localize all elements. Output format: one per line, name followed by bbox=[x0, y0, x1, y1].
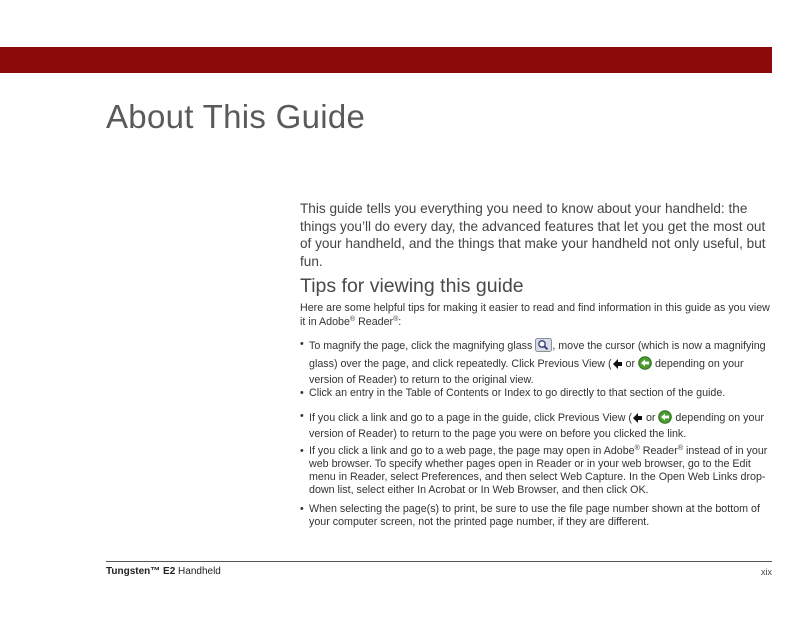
section-heading: Tips for viewing this guide bbox=[300, 275, 524, 297]
back-arrow-icon[interactable] bbox=[612, 358, 623, 374]
back-arrow-icon[interactable] bbox=[632, 412, 643, 428]
list-item: • Click an entry in the Table of Contents or Index to go directly to that section of the guide. bbox=[300, 387, 772, 410]
footer-product: Tungsten™ E2 Handheld bbox=[106, 566, 221, 577]
list-item: • To magnify the page, click the magnifying glass , move the cursor (which is now a magnifying glass) over the page, and click repeatedly. Click Previous View ( or depending on your version of Reader) to return to the original view. bbox=[300, 338, 772, 387]
magnifying-glass-icon[interactable] bbox=[535, 338, 552, 356]
list-item: • If you click a link and go to a page in the guide, click Previous View ( or depending on your version of Reader) to return to the page you were on before you clicked the link. bbox=[300, 410, 772, 445]
green-back-circle-icon[interactable] bbox=[638, 356, 652, 374]
intro-paragraph: This guide tells you everything you need to know about your handheld: the things you’ll do every day, the advanced features that let you get the most out of your handheld, and the things that make your handheld not only useful, but fun. bbox=[300, 201, 766, 269]
list-item: • When selecting the page(s) to print, be sure to use the file page number shown at the bottom of your computer screen, not the printed page number, if they are different. bbox=[300, 503, 772, 529]
header-bar bbox=[0, 47, 772, 73]
footer-divider bbox=[106, 561, 772, 562]
green-back-circle-icon[interactable] bbox=[658, 410, 672, 428]
page-title: About This Guide bbox=[106, 98, 366, 135]
page-number: xix bbox=[761, 567, 772, 577]
section-intro: Here are some helpful tips for making it easier to read and find information in this guide as you view it in Adobe® Reader®: bbox=[300, 302, 770, 328]
list-item: • If you click a link and go to a web page, the page may open in Adobe® Reader® instead of in your web browser. To specify whether pages open in Reader or in your web browser, go to the Edit menu in Reader, select Preferences, and then select Web Capture. In the Open Web Links drop-down list, select either In Acrobat or In Web Browser, and then click OK. bbox=[300, 445, 772, 503]
tips-list bbox=[300, 338, 772, 529]
